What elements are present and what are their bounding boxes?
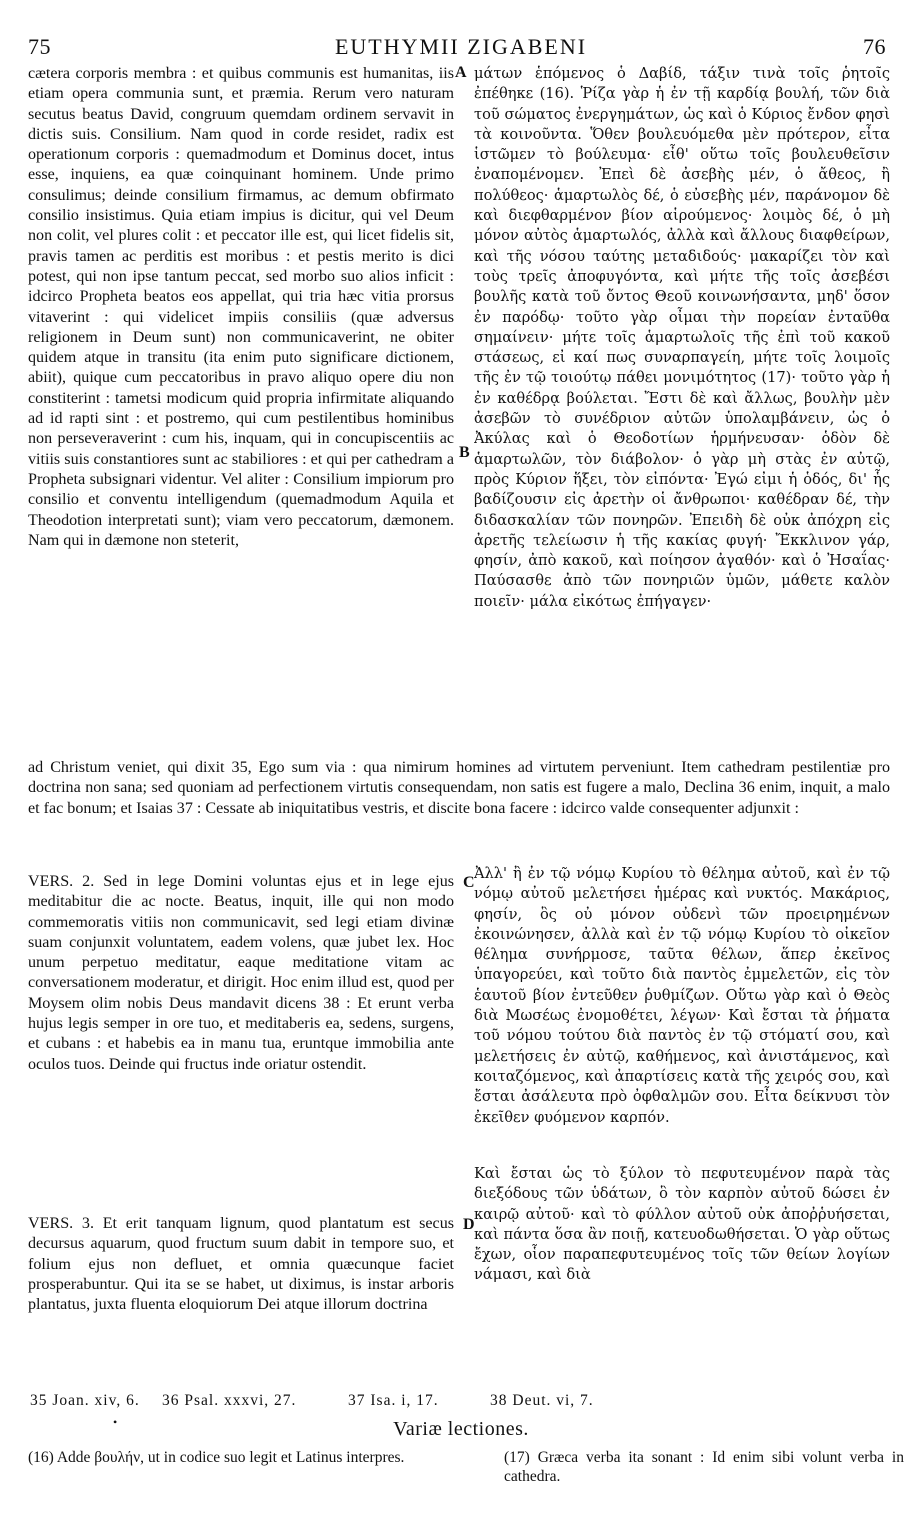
latin-column-top: [28, 64, 454, 778]
greek-verse-2: [474, 864, 890, 1146]
page-number-right: 76: [863, 34, 886, 59]
footnote-35: 35 Joan. xiv, 6.: [30, 1392, 140, 1409]
margin-letter-c: C: [463, 874, 475, 891]
latin-verse-3: [28, 1214, 454, 1364]
margin-letter-a: A: [455, 64, 467, 81]
footnote-38: 38 Deut. vi, 7.: [490, 1392, 594, 1409]
running-title: EUTHYMII ZIGABENI: [334, 34, 588, 59]
greek-verse-3: [474, 1164, 890, 1344]
margin-letter-d: D: [463, 1216, 475, 1233]
greek-paragraph: μάτων ἑπόμενος ὁ Δαβίδ, τάξιν τινὰ τοῖς ῥητοῖς ἐπέθηκε (16). Ῥίζα γὰρ ἡ ἐν τῇ καρδίᾳ βουλή, τῶν διὰ τοῦ σώματος ἐνεργημάτων, ὡς καὶ ὁ Κύριος ἔνδον φησὶ τὰ κοινοῦντα. Ὅθεν βουλευόμεθα μὲν πρότερον, εἶτα ἱστῶμεν τὸ βούλευμα· εἶθ' οὕτω τοῖς βουλευθεῖσιν ἐναπομένομεν. Ἐπεὶ δὲ ἀσεβὴς μέν, ὁ ἄθεος, ἢ πολύθεος· ἁμαρτωλὸς δέ, ὁ εὐσεβὴς μέν, παράνομον δὲ καὶ διεφθαρμένον βίον αἱρούμενος· λοιμὸς δέ, ὁ μὴ μόνον αὐτὸς ἁμαρτωλός, ἀλλὰ καὶ ἄλλους διαφθείρων, καὶ τῆς νόσου ταύτης μεταδιδούς· μακαρίζει τὸν καὶ τοὺς τρεῖς ἀποφυγόντα, καὶ μήτε τῆς τοῖς ἀσεβέσι βουλῆς κατὰ τοῦ ὄντος Θεοῦ κοινωνήσαντα, μηδ' ὅσον ἐν παρόδῳ· τοῦτο γὰρ οἶμαι τὴν πορείαν ἐνταῦθα σημαίνειν· μήτε τοῖς ἁμαρτωλοῖς τῆς ἐπὶ τοῦ κακοῦ στάσεως, εἰ καί πως συναρπαγείη, μήτε τοῖς λοιμοῖς τῆς ἐν τῷ τοιούτῳ πάθει μονιμότητος (17)· τοῦτο γὰρ ἡ ἐν καθέδρᾳ βούλεται. Ἔστι δὲ καὶ ἄλλως, βουλὴν μὲν ἀσεβῶν τὸ συνέδριον αὐτῶν ὑπολαμβάνειν, ὡς ὁ Ἀκύλας καὶ ὁ Θεοδοτίων ἡρμήνευσαν· ὁδὸν δὲ ἁμαρτωλῶν, τὸν διάβολον· ὁ γὰρ μὴ στὰς ἐν αὐτῷ, πρὸς Κύριον ἥξει, τὸν εἰπόντα· Ἐγώ εἰμι ἡ ὁδός, δι' ἧς βαδίζουσιν εἰς ἀρετὴν οἱ ἄνθρωποι· καθέδραν δέ, τὴν διδασκαλίαν τῶν πονηρῶν. Ἐπειδὴ δὲ οὐκ ἀπόχρη εἰς ἀρετῆς τελείωσιν ἡ τῆς κακίας φυγή· Ἔκκλινον γάρ, φησίν, ἀπὸ κακοῦ, καὶ ποίησον ἀγαθόν· καὶ ὁ Ἠσαΐας· Παύσασθε ἀπὸ τῶν πονηριῶν ὑμῶν, μάθετε καλὸν ποιεῖν· μάλα εἰκότως ἐπήγαγεν·: [474, 65, 890, 610]
greek-column-top: [474, 64, 890, 758]
variant-note-17: (17) Græca verba ita sonant : Id enim sibi volunt verba in cathedra.: [504, 1449, 904, 1485]
footnote-37: 37 Isa. i, 17.: [348, 1392, 439, 1409]
latin-full-width-passage: [28, 758, 890, 864]
page-number-left: 75: [28, 34, 51, 59]
variae-lectiones-heading: Variæ lectiones.: [393, 1418, 529, 1440]
margin-letter-b: B: [459, 444, 470, 461]
verse-2-commentary-greek: Ἀλλ' ἢ ἐν τῷ νόμῳ Κυρίου τὸ θέλημα αὐτοῦ, καὶ ἐν τῷ νόμῳ αὐτοῦ μελετήσει ἡμέρας καὶ νυκτός. Μακάριος, φησίν, ὃς οὐ μόνον οὐδενὶ τῶν προειρημένων ἐκοινώνησεν, ἀλλὰ καὶ ἐν τῷ νόμῳ Κυρίου τὸ οἰκεῖον θέλημα συνήρμοσε, ταῦτα θέλων, ἅπερ ἐκεῖνος ὑπαγορεύει, καὶ τοῦτο διὰ παντὸς ἐμμελετῶν, εἰς τὸν ἑαυτοῦ βίον ἐντεῦθεν ῥυθμίζων. Οὕτω γὰρ καὶ ὁ Θεὸς διὰ Μωσέως ἐνομοθέτει, λέγων· Καὶ ἔσται τὰ ῥήματα τοῦ νόμου τούτου διὰ παντὸς ἐν τῷ στόματί σου, καὶ μελετήσεις ἐν αὐτῷ, καθήμενος, καὶ ἀνιστάμενος, καὶ κοιταζόμενος, καὶ ἀπαρτίσεις κατὰ τῆς χειρός σου, καὶ ἔσται ἀσάλευτα πρὸ ὀφθαλμῶν σου. Εἶτα δείκνυσι τὸν ἐκεῖθεν φυόμενον καρπόν.: [474, 865, 890, 1126]
latin-paragraph-wide: ad Christum veniet, qui dixit 35, Ego sum via : qua nimirum homines ad virtutem perveniunt. Item cathedram pestilentiæ pro doctrina non sana; sed quoniam ad perfectionem virtutis consequendam, non satis est fugere a malo, Declina 36 enim, inquit, a malo et fac bonum; et Isaias 37 : Cessate ab iniquitatibus vestris, et discite bona facere : idcirco valde consequenter adjunxit :: [28, 759, 890, 817]
verse-3-commentary-latin: VERS. 3. Et erit tanquam lignum, quod plantatum est secus decursus aquarum, quod fructum suum dabit in tempore suo, et folium ejus non defluet, et omnia quæcunque faciet prosperabuntur. Qui ita se se habet, ut diximus, is instar arboris plantatus, juxta fluenta eloquiorum Dei atque illorum doctrina: [28, 1215, 454, 1314]
latin-paragraph: cætera corporis membra : et quibus communis est humanitas, iis etiam opera communia sunt, et præmia. Rerum vero naturam secutus beatus David, congruum quemdam ordinem servavit in dictis suis. Consilium. Nam quod in corde residet, radix est operationum corporis : quemadmodum et Dominus docet, intus esse, inquiens, ea quæ coinquinant hominem. Unde primo consulimus; deinde consilium firmamus, ac demum obfirmato consilio insistimus. Quia etiam impius is dicitur, qui vel Deum non colit, vel plures colit : et peccator ille est, qui licet fidelis sit, pravis tamen ac perditis est moribus : et pestis merito is dici potest, qui non ipse tantum peccat, sed morbo suo alios inficit : idcirco Propheta beatos eos appellat, qui tria hæc vitia prorsus vitaverint : qui videlicet impiis consiliis (quæ adversus religionem in Deum sunt) non communicaverint, ne obiter quidem atque in transitu (ita enim puto significare dictionem, abiit), quique cum peccatoribus in pravo aliquo opere diu non constiterint : tametsi modicum quid propria infirmitate aliquando ad id rapti sint : et postremo, qui cum pestilentibus hominibus non perseveraverint : cum his, inquam, qui in concupiscentiis ac vitiis suis constantiores sunt ac stabiliores : et qui per cathedram a Propheta subsignari videntur. Vel aliter : Consilium impiorum pro consilio et conventu intelligendum (quemadmodum Aquila et Theodotion interpretati sunt); viam vero peccatorum, dæmonem. Nam qui in dæmone non steterit,: [28, 65, 454, 549]
scripture-footnotes: [26, 1392, 896, 1414]
verse-3-commentary-greek: Καὶ ἔσται ὡς τὸ ξύλον τὸ πεφυτευμένον παρὰ τὰς διεξόδους τῶν ὑδάτων, ὃ τὸν καρπὸν αὐτοῦ δώσει ἐν καιρῷ αὐτοῦ· καὶ τὸ φύλλον αὐτοῦ οὐκ ἀποῤῥυήσεται, καὶ πάντα ὅσα ἂν ποιῇ, κατευοδωθήσεται. Ὁ γὰρ οὕτως ἔχων, οἷον παραπεφυτευμένος τοῖς τῶν θείων λογίων νάμασι, καὶ διὰ: [474, 1165, 890, 1284]
footnote-36: 36 Psal. xxxvi, 27.: [162, 1392, 297, 1409]
running-header: [0, 34, 922, 58]
bullet-mark: •: [113, 1415, 118, 1429]
latin-verse-2: [28, 872, 454, 1206]
verse-2-commentary-latin: VERS. 2. Sed in lege Domini voluntas ejus et in lege ejus meditabitur die ac nocte. Beatus, inquit, ille qui non modo commemoratis vitiis non communicavit, sed legi etiam divinæ suam conjunxit voluntatem, eadem volens, quæ jubet lex. Hoc unum perpetuo meditatur, eaque meditatione vitam ac conversationem moderatur, et dirigit. Hoc enim illud est, quod per Moysem olim nobis Deus mandavit dicens 38 : Et erunt verba hujus legis semper in ore tuo, et meditaberis ea, sedens, surgens, et cubans : et habebis ea in manu tua, eruntque immobilia ante oculos tuos. Deinde qui fructus inde oriatur ostendit.: [28, 873, 454, 1073]
variant-note-16: (16) Adde βουλήν, ut in codice suo legit et Latinus interpres.: [28, 1449, 405, 1466]
